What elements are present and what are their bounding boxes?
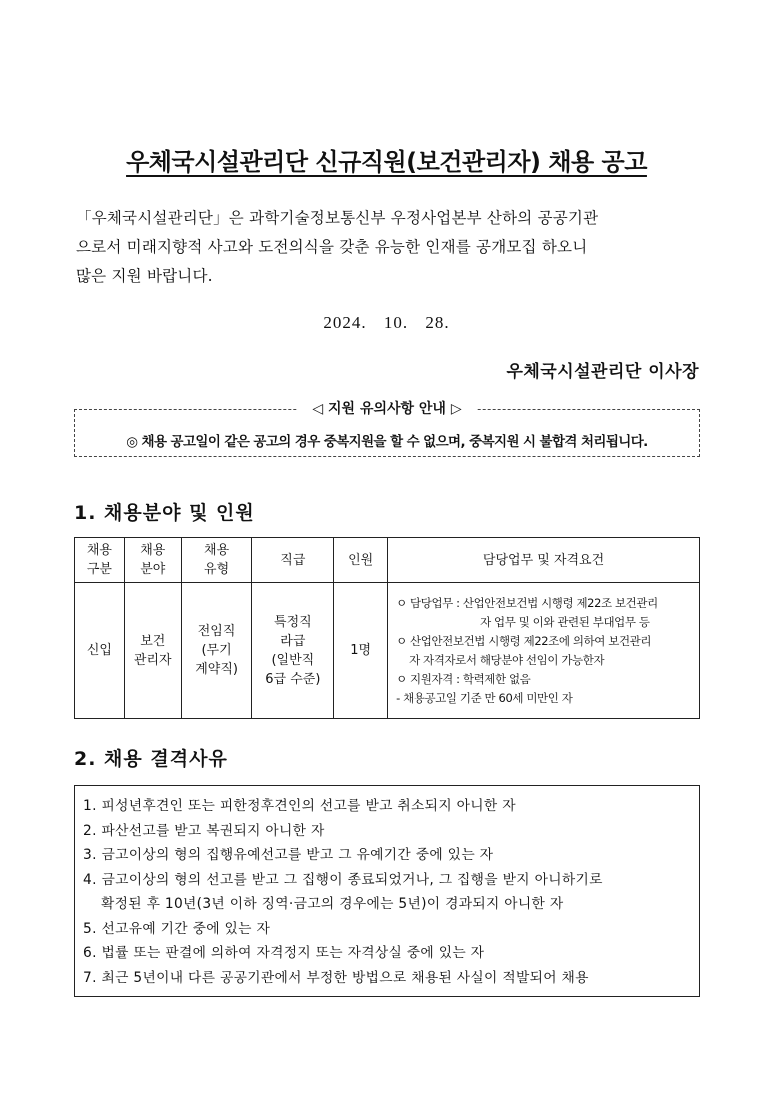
intro-line: 으로서 미래지향적 사고와 도전의식을 갖춘 유능한 인재를 공개모집 하오니 [76,238,588,256]
disqualification-box [74,785,700,997]
table-row [75,583,700,719]
list-item: 4. 금고이상의 형의 선고를 받고 그 집행이 종료되었거나, 그 집행을 받지 아니하기로 [83,871,603,888]
cell-count: 1명 [334,583,388,719]
list-item: 6. 법률 또는 판결에 의하여 자격정지 또는 자격상실 중에 있는 자 [83,945,485,961]
header-field: 채용 분야 [124,538,181,583]
date-day: 28. [425,313,450,332]
section-heading-disqualification: 2. 채용 결격사유 [74,748,228,770]
duty-line: 자 자격자로서 해당분야 선임이 가능한자 [409,652,605,667]
signer: 우체국시설관리단 이사장 [506,362,699,382]
notice-heading [75,398,699,418]
duty-line: 자 업무 및 이와 관련된 부대업무 등 [480,614,650,629]
notice-body: ◎ 채용 공고일이 같은 공고의 경우 중복지원을 할 수 없으며, 중복지원 시 불합격 처리됩니다. [126,434,648,450]
header-type: 채용 유형 [181,538,252,583]
list-item: 3. 금고이상의 형의 집행유예선고를 받고 그 유예기간 중에 있는 자 [83,847,494,863]
section-heading-recruitment: 1. 채용분야 및 인원 [74,502,255,524]
date-year: 2024. [323,313,367,332]
intro-paragraph [76,204,698,291]
duty-line: - 채용공고일 기준 만 60세 미만인 자 [396,690,573,705]
duty-line: ㅇ 지원자격 : 학력제한 없음 [396,671,531,686]
notice-heading-text: ◁ 지원 유의사항 안내 ▷ [298,401,475,417]
page-title [0,142,773,177]
table-header-row [75,538,700,583]
intro-line: 많은 지원 바랍니다. [76,267,213,285]
announcement-date [0,313,773,333]
header-category: 채용 구분 [75,538,125,583]
header-grade: 직급 [252,538,334,583]
date-month: 10. [383,313,409,332]
duty-line: ㅇ 담당업무 : 산업안전보건법 시행령 제22조 보건관리 [396,595,658,610]
header-count: 인원 [334,538,388,583]
recruitment-table [74,537,700,719]
list-item: 2. 파산선고를 받고 복권되지 아니한 자 [83,822,325,839]
list-item-continuation: 확정된 후 10년(3년 이하 징역·금고의 경우에는 5년)이 경과되지 아니한 자 [101,896,564,912]
list-item: 5. 선고유예 기간 중에 있는 자 [83,920,271,937]
header-duties: 담당업무 및 자격요건 [388,538,700,583]
list-item: 1. 피성년후견인 또는 피한정후견인의 선고를 받고 취소되지 아니한 자 [83,798,516,814]
notice-box [74,401,700,457]
duty-line: ㅇ 산업안전보건법 시행령 제22조에 의하여 보건관리 [396,633,652,648]
list-item: 7. 최근 5년이내 다른 공공기관에서 부정한 방법으로 채용된 사실이 적발되어 채용 [83,969,589,986]
intro-line: 「우체국시설관리단」은 과학기술정보통신부 우정사업본부 산하의 공공기관 [76,209,599,227]
page-title-text: 우체국시설관리단 신규직원(보건관리자) 채용 공고 [126,148,647,176]
cell-duties [388,583,700,719]
cell-type: 전임직 (무기 계약직) [181,583,252,719]
cell-category: 신입 [75,583,125,719]
cell-grade: 특정직 라급 (일반직 6급 수준) [252,583,334,719]
cell-field: 보건 관리자 [124,583,181,719]
